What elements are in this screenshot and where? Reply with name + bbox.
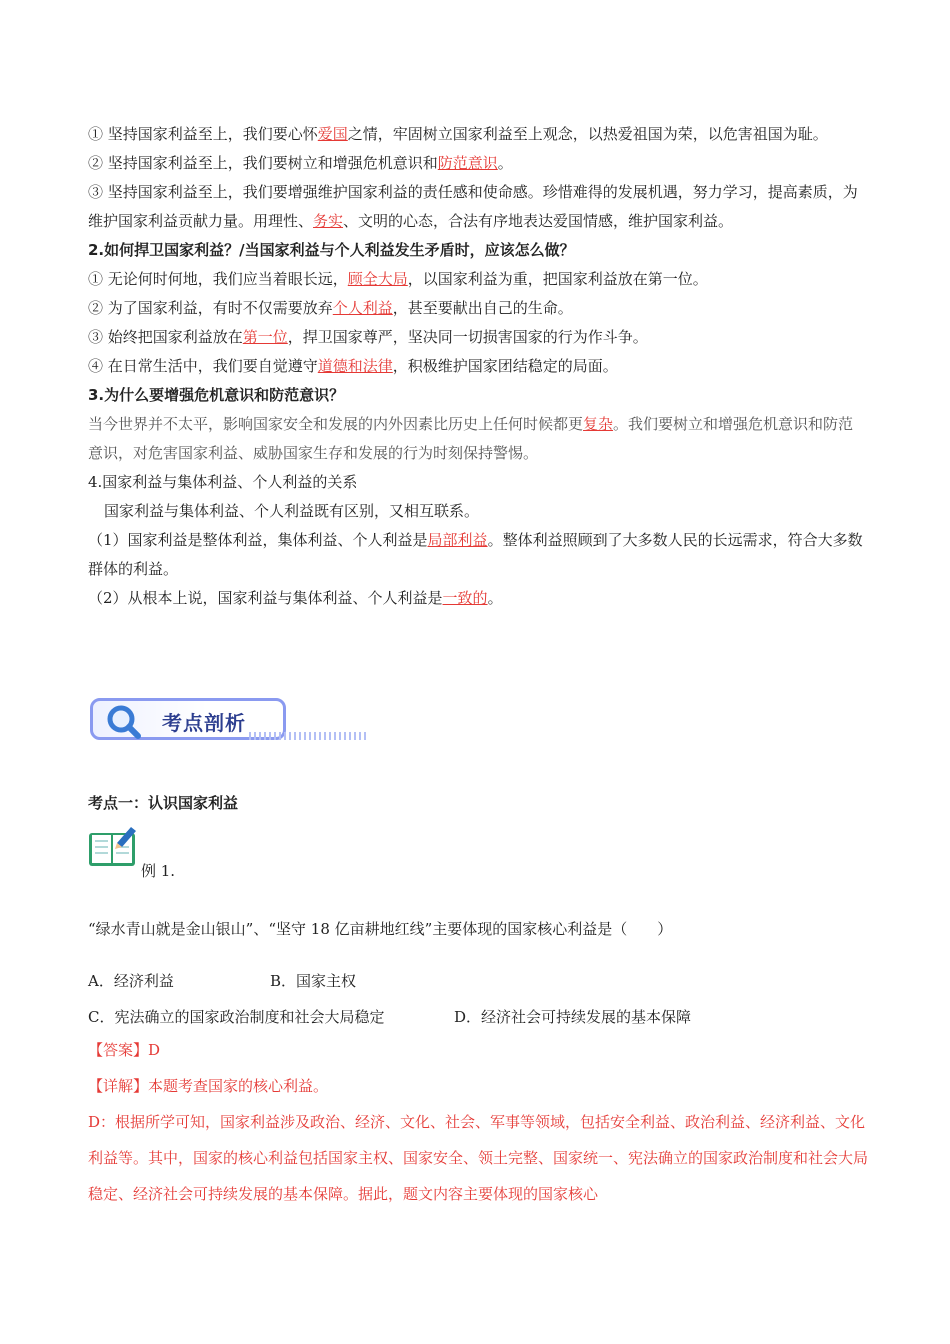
notes-body	[88, 120, 868, 613]
badge-stripes	[249, 732, 369, 740]
part1-item3: ③ 坚持国家利益至上，我们要增强维护国家利益的责任感和使命感。珍惜难得的发展机遇，努力学习，提高素质，为维护国家利益贡献力量。用理性、务实、文明的心态，合法有序地表达爱国情感，维护国家利益。	[88, 183, 858, 230]
question-text: “绿水青山就是金山银山”、“坚守 18 亿亩耕地红线”主要体现的国家核心利益是（ ）	[88, 920, 673, 938]
part2-item1: ① 无论何时何地，我们应当着眼长远，顾全大局，以国家利益为重，把国家利益放在第一位。	[88, 270, 708, 288]
section-title: 考点一：认识国家利益	[88, 794, 239, 812]
part2-heading: 2.如何捍卫国家利益？/当国家利益与个人利益发生矛盾时，应该怎么做？	[88, 241, 575, 259]
part3-body: 当今世界并不太平，影响国家安全和发展的内外因素比历史上任何时候都更复杂。我们要树立和增强危机意识和防范意识，对危害国家利益、威胁国家生存和发展的行为时刻保持警惕。	[88, 415, 854, 462]
part2-item4: ④ 在日常生活中，我们要自觉遵守道德和法律，积极维护国家团结稳定的局面。	[88, 357, 618, 375]
part1-item1: ① 坚持国家利益至上，我们要心怀爱国之情，牢固树立国家利益至上观念，以热爱祖国为荣，以危害祖国为耻。	[88, 125, 828, 143]
answer-explanation: D：根据所学可知，国家利益涉及政治、经济、文化、社会、军事等领域，包括安全利益、政治利益、经济利益、文化利益等。其中，国家的核心利益包括国家主权、国家安全、领土完整、国家统一、宪法确立的国家政治制度和社会大局稳定、经济社会可持续发展的基本保障。据此，题文内容主要体现的国家核心	[88, 1113, 869, 1203]
options-row-2	[88, 999, 878, 1035]
book-pencil-icon	[87, 825, 139, 869]
example-label: 例 1.	[141, 862, 176, 880]
option-c: C．宪法确立的国家政治制度和社会大局稳定	[88, 1008, 385, 1026]
option-d: D．经济社会可持续发展的基本保障	[454, 1008, 692, 1026]
options	[88, 963, 878, 1035]
option-a: A．经济利益	[88, 972, 174, 990]
part1-item2: ② 坚持国家利益至上，我们要树立和增强危机意识和防范意识。	[88, 154, 513, 172]
part4-item2: （2）从根本上说，国家利益与集体利益、个人利益是一致的。	[88, 589, 503, 607]
part4-item1: （1）国家利益是整体利益，集体利益、个人利益是局部利益。整体利益照顾到了大多数人民的长远需求，符合大多数群体的利益。	[88, 531, 863, 578]
part2-item2: ② 为了国家利益，有时不仅需要放弃个人利益，甚至要献出自己的生命。	[88, 299, 573, 317]
answer-detail: 【详解】本题考查国家的核心利益。	[88, 1077, 329, 1095]
part3-heading: 3.为什么要增强危机意识和防范意识？	[88, 386, 345, 404]
part2-item3: ③ 始终把国家利益放在第一位，捍卫国家尊严，坚决同一切损害国家的行为作斗争。	[88, 328, 648, 346]
badge-title: 考点剖析	[162, 711, 246, 735]
answer-label: 【答案】D	[88, 1041, 161, 1059]
options-row-1	[88, 963, 878, 999]
magnifier-icon	[104, 702, 144, 742]
answer-block	[88, 1032, 868, 1212]
option-b: B．国家主权	[270, 972, 357, 990]
part4-heading: 4.国家利益与集体利益、个人利益的关系	[88, 473, 358, 491]
part4-intro: 国家利益与集体利益、个人利益既有区别，又相互联系。	[104, 502, 480, 520]
section-badge	[86, 690, 291, 750]
